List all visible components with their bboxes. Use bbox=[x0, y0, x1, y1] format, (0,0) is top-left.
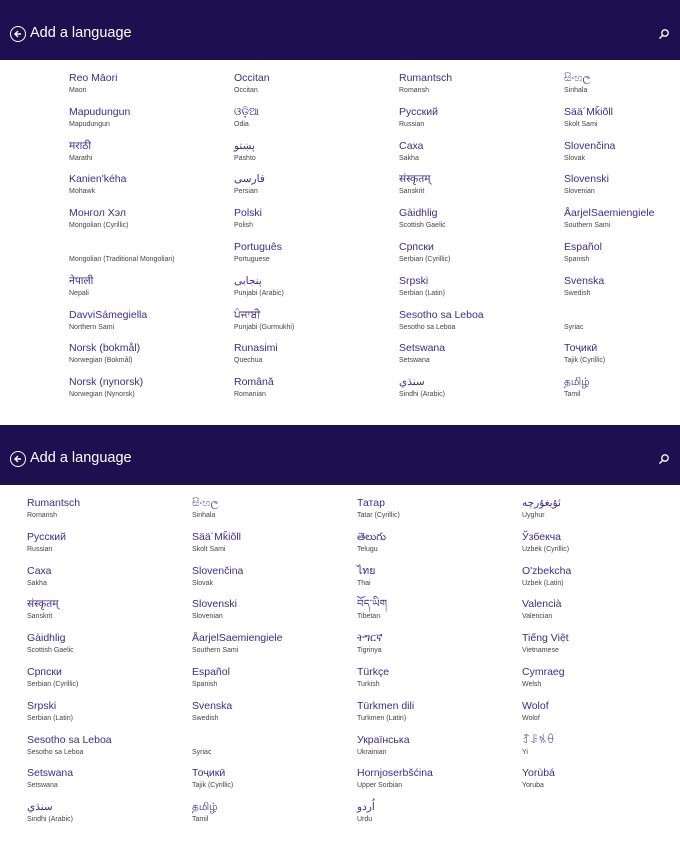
language-tile[interactable] bbox=[234, 308, 394, 340]
language-english-name: Tatar (Cyrillic) bbox=[357, 512, 400, 519]
language-native-name: Sää´Mǩiõll bbox=[564, 105, 614, 118]
language-english-name: Thai bbox=[357, 579, 371, 587]
language-native-name: سنڌي bbox=[399, 376, 425, 389]
language-native-name: Тоҷикӣ bbox=[192, 767, 226, 780]
language-tile[interactable] bbox=[234, 206, 394, 238]
language-tile[interactable] bbox=[399, 308, 559, 340]
language-native-name: Српски bbox=[399, 241, 434, 253]
language-tile[interactable] bbox=[27, 733, 187, 765]
language-english-name: Ukrainian bbox=[357, 748, 387, 756]
language-english-name: Mapudungun bbox=[69, 120, 110, 128]
language-native-name: Gàidhlig bbox=[399, 207, 438, 220]
language-tile[interactable] bbox=[234, 375, 394, 407]
language-native-name: Русский bbox=[27, 530, 66, 543]
language-english-name: Uzbek (Cyrillic) bbox=[522, 545, 570, 553]
language-english-name: Nepali bbox=[69, 289, 89, 297]
language-native-name: ไทย bbox=[357, 564, 376, 577]
language-tile[interactable] bbox=[27, 766, 187, 798]
language-english-name: Sakha bbox=[27, 579, 47, 587]
language-english-name: Skolt Sami bbox=[192, 545, 226, 553]
language-english-name: Yoruba bbox=[522, 782, 544, 790]
language-native-name: سنڌي bbox=[27, 801, 53, 814]
language-english-name: Scottish Gaelic bbox=[27, 647, 74, 655]
language-native-name: Español bbox=[564, 241, 602, 253]
language-english-name: Tajik (Cyrillic) bbox=[192, 782, 234, 790]
language-tile[interactable] bbox=[564, 105, 680, 137]
language-english-name: Upper Sorbian bbox=[357, 782, 403, 790]
language-tile[interactable] bbox=[69, 240, 229, 272]
language-tile[interactable] bbox=[192, 699, 352, 731]
language-native-name: فارسى bbox=[234, 173, 265, 186]
language-tile[interactable] bbox=[399, 71, 559, 103]
language-native-name: Саха bbox=[399, 139, 424, 152]
language-native-name: Română bbox=[234, 376, 274, 389]
language-tile[interactable] bbox=[27, 496, 187, 528]
language-english-name: Serbian (Cyrillic) bbox=[399, 256, 451, 263]
language-english-name: Polish bbox=[234, 222, 254, 230]
language-native-name: Монгол Хэл bbox=[69, 207, 127, 220]
language-tile[interactable] bbox=[564, 308, 680, 340]
language-english-name: Tamil bbox=[564, 391, 581, 399]
language-tile[interactable] bbox=[522, 766, 680, 798]
header-bar bbox=[0, 0, 680, 60]
language-english-name: Sanskrit bbox=[27, 613, 53, 621]
language-native-name: Srpski bbox=[27, 699, 57, 712]
language-native-name: Rumantsch bbox=[399, 72, 453, 84]
language-native-name: Slovenski bbox=[564, 173, 609, 186]
language-native-name: தமிழ் bbox=[564, 376, 590, 389]
language-english-name: Serbian (Latin) bbox=[399, 289, 445, 297]
language-tile[interactable] bbox=[564, 172, 680, 204]
language-native-name: ÅarjelSaemiengiele bbox=[192, 632, 283, 645]
language-tile[interactable] bbox=[522, 699, 680, 731]
language-native-name: ଓଡ଼ିଆ bbox=[234, 105, 260, 118]
language-tile[interactable] bbox=[69, 139, 229, 171]
language-tile[interactable] bbox=[69, 375, 229, 407]
language-english-name: Occitan bbox=[234, 87, 258, 94]
language-tile[interactable] bbox=[192, 766, 352, 798]
language-native-name: संस्कृतम् bbox=[27, 598, 59, 611]
search-icon[interactable] bbox=[658, 453, 670, 465]
language-english-name: Sakha bbox=[399, 154, 419, 162]
language-english-name: Northern Sami bbox=[69, 323, 115, 331]
language-native-name: Runasimi bbox=[234, 342, 278, 355]
language-tile[interactable] bbox=[399, 105, 559, 137]
language-native-name: Slovenčina bbox=[192, 564, 244, 577]
language-tile[interactable] bbox=[399, 341, 559, 373]
language-tile[interactable] bbox=[27, 800, 187, 832]
language-native-name: తెలుగు bbox=[357, 530, 387, 543]
language-english-name: Southern Sami bbox=[192, 647, 239, 655]
language-tile[interactable] bbox=[357, 597, 517, 629]
language-english-name: Slovak bbox=[192, 579, 214, 587]
language-tile[interactable] bbox=[399, 375, 559, 407]
language-english-name: Sinhala bbox=[192, 512, 216, 519]
language-english-name: Punjabi (Arabic) bbox=[234, 289, 284, 297]
language-native-name: Тоҷикӣ bbox=[564, 342, 598, 355]
language-native-name: ÅarjelSaemiengiele bbox=[564, 207, 655, 220]
language-tile[interactable] bbox=[69, 308, 229, 340]
language-english-name: Syriac bbox=[564, 323, 584, 331]
language-english-name: Spanish bbox=[564, 256, 590, 263]
language-tile[interactable] bbox=[357, 733, 517, 765]
language-native-name: ਪੰਜਾਬੀ bbox=[234, 308, 261, 321]
language-english-name: Vietnamese bbox=[522, 647, 559, 655]
language-native-name: Sesotho sa Leboa bbox=[27, 733, 112, 746]
header-bar bbox=[0, 425, 680, 485]
language-tile[interactable] bbox=[399, 274, 559, 306]
language-native-name: Cymraeg bbox=[522, 666, 565, 678]
language-tile[interactable] bbox=[234, 105, 394, 137]
language-english-name: Syriac bbox=[192, 748, 212, 756]
language-tile[interactable] bbox=[564, 139, 680, 171]
back-arrow-circle-icon[interactable] bbox=[10, 451, 26, 467]
language-tile[interactable] bbox=[192, 564, 352, 596]
language-tile[interactable] bbox=[192, 597, 352, 629]
language-native-name bbox=[564, 308, 680, 322]
language-tile[interactable] bbox=[27, 631, 187, 663]
language-tile[interactable] bbox=[192, 530, 352, 562]
language-native-name: Português bbox=[234, 241, 282, 253]
language-english-name: Quechua bbox=[234, 357, 263, 365]
language-native-name: Gàidhlig bbox=[27, 632, 66, 645]
language-tile[interactable] bbox=[69, 274, 229, 306]
language-tile[interactable] bbox=[69, 71, 229, 103]
page-title: Add a language bbox=[30, 450, 132, 466]
language-tile[interactable] bbox=[564, 274, 680, 306]
language-tile[interactable] bbox=[234, 240, 394, 272]
language-english-name: Swedish bbox=[192, 714, 219, 722]
language-english-name: Romanian bbox=[234, 391, 266, 399]
language-native-name: پنجابی bbox=[234, 274, 262, 287]
language-native-name: Wolof bbox=[522, 699, 549, 712]
language-english-name: Urdu bbox=[357, 816, 373, 824]
language-english-name: Setswana bbox=[399, 357, 430, 365]
language-native-name: Español bbox=[192, 666, 230, 678]
page-title: Add a language bbox=[30, 25, 132, 41]
language-tile[interactable] bbox=[357, 631, 517, 663]
language-tile[interactable] bbox=[27, 665, 187, 697]
language-native-name: Svenska bbox=[564, 274, 605, 287]
language-native-name: Yorùbá bbox=[522, 767, 555, 780]
language-tile[interactable] bbox=[192, 631, 352, 663]
language-native-name: Tiếng Việt bbox=[522, 632, 569, 645]
language-english-name: Pashto bbox=[234, 154, 256, 162]
language-native-name: ትግርኛ bbox=[357, 632, 383, 645]
language-tile[interactable] bbox=[564, 71, 680, 103]
language-tile[interactable] bbox=[234, 139, 394, 171]
language-english-name: Slovenian bbox=[192, 613, 223, 621]
language-english-name: Tajik (Cyrillic) bbox=[564, 357, 606, 365]
language-english-name: Telugu bbox=[357, 545, 378, 553]
language-tile[interactable] bbox=[357, 766, 517, 798]
language-tile[interactable] bbox=[399, 139, 559, 171]
language-english-name: Sesotho sa Leboa bbox=[27, 748, 84, 756]
language-tile[interactable] bbox=[192, 496, 352, 528]
language-english-name: Norwegian (Nynorsk) bbox=[69, 391, 135, 399]
language-native-name: Reo Māori bbox=[69, 72, 118, 84]
language-native-name: Norsk (nynorsk) bbox=[69, 376, 144, 389]
language-english-name: Tamil bbox=[192, 816, 209, 824]
language-english-name: Odia bbox=[234, 120, 249, 128]
language-native-name: Valencià bbox=[522, 598, 562, 611]
language-native-name: Sesotho sa Leboa bbox=[399, 308, 484, 321]
language-native-name: Setswana bbox=[27, 767, 74, 780]
language-native-name: پښتو bbox=[234, 139, 255, 152]
language-native-name: Українська bbox=[357, 733, 410, 746]
language-grid bbox=[0, 485, 680, 850]
language-english-name: Turkmen (Latin) bbox=[357, 714, 407, 722]
language-english-name: Sesotho sa Leboa bbox=[399, 323, 456, 331]
language-grid bbox=[0, 60, 680, 425]
language-english-name: Persian bbox=[234, 188, 258, 196]
language-native-name: Српски bbox=[27, 666, 62, 678]
language-native-name: සිංහල bbox=[192, 497, 219, 509]
language-native-name: Slovenski bbox=[192, 598, 237, 611]
language-english-name: Sanskrit bbox=[399, 188, 425, 196]
language-english-name: Spanish bbox=[192, 681, 218, 688]
language-tile[interactable] bbox=[564, 375, 680, 407]
language-native-name bbox=[192, 733, 352, 747]
language-english-name: Russian bbox=[27, 545, 53, 553]
language-tile[interactable] bbox=[27, 597, 187, 629]
language-native-name: བོད་ཡིག bbox=[357, 598, 388, 611]
language-english-name: Sindhi (Arabic) bbox=[27, 816, 73, 824]
language-tile[interactable] bbox=[522, 496, 680, 528]
language-native-name: Srpski bbox=[399, 274, 429, 287]
language-tile[interactable] bbox=[234, 274, 394, 306]
language-tile[interactable] bbox=[357, 800, 517, 832]
language-tile[interactable] bbox=[234, 341, 394, 373]
language-native-name: Svenska bbox=[192, 699, 233, 712]
language-native-name: संस्कृतम् bbox=[399, 173, 431, 186]
language-native-name: Slovenčina bbox=[564, 139, 616, 152]
language-english-name: Norwegian (Bokmål) bbox=[69, 357, 133, 365]
language-tile[interactable] bbox=[27, 564, 187, 596]
language-tile[interactable] bbox=[522, 564, 680, 596]
language-english-name: Portuguese bbox=[234, 256, 270, 263]
language-english-name: Serbian (Latin) bbox=[27, 714, 73, 722]
language-english-name: Slovak bbox=[564, 154, 586, 162]
language-tile[interactable] bbox=[234, 71, 394, 103]
language-native-name: DavviSámegiella bbox=[69, 308, 148, 321]
language-english-name: Scottish Gaelic bbox=[399, 222, 446, 230]
language-tile[interactable] bbox=[69, 341, 229, 373]
language-english-name: Valencian bbox=[522, 613, 553, 621]
language-english-name: Uyghur bbox=[522, 512, 545, 519]
language-english-name: Wolof bbox=[522, 714, 540, 722]
language-native-name: Polski bbox=[234, 207, 263, 220]
language-tile[interactable] bbox=[564, 206, 680, 238]
language-english-name: Swedish bbox=[564, 289, 591, 297]
language-native-name: Русский bbox=[399, 105, 438, 118]
language-english-name: Serbian (Cyrillic) bbox=[27, 681, 79, 688]
language-english-name: Setswana bbox=[27, 782, 58, 790]
language-native-name: नेपाली bbox=[69, 274, 94, 287]
language-tile[interactable] bbox=[522, 597, 680, 629]
language-tile[interactable] bbox=[27, 699, 187, 731]
language-native-name: ئۇيغۇرچە bbox=[522, 497, 561, 509]
language-tile[interactable] bbox=[69, 172, 229, 204]
language-native-name: Occitan bbox=[234, 72, 270, 84]
language-native-name: தமிழ் bbox=[192, 801, 218, 814]
language-native-name: සිංහල bbox=[564, 72, 591, 84]
language-tile[interactable] bbox=[399, 240, 559, 272]
language-tile[interactable] bbox=[192, 733, 352, 765]
language-native-name: Setswana bbox=[399, 342, 446, 355]
language-tile[interactable] bbox=[69, 206, 229, 238]
language-english-name: Romansh bbox=[27, 512, 57, 519]
search-icon[interactable] bbox=[658, 28, 670, 40]
language-english-name: Slovenian bbox=[564, 188, 595, 196]
language-tile[interactable] bbox=[522, 631, 680, 663]
language-tile[interactable] bbox=[522, 665, 680, 697]
language-tile[interactable] bbox=[399, 172, 559, 204]
language-tile[interactable] bbox=[399, 206, 559, 238]
language-tile[interactable] bbox=[234, 172, 394, 204]
language-tile[interactable] bbox=[357, 665, 517, 697]
language-english-name: Skolt Sami bbox=[564, 120, 598, 128]
language-tile[interactable] bbox=[27, 530, 187, 562]
language-english-name: Romansh bbox=[399, 87, 429, 94]
language-english-name: Marathi bbox=[69, 154, 93, 162]
language-native-name: Hornjoserbšćina bbox=[357, 767, 433, 780]
language-native-name: ꆈꌠꁱꂷ bbox=[522, 733, 555, 746]
language-native-name: اُردو bbox=[357, 801, 375, 814]
language-english-name: Tibetan bbox=[357, 613, 381, 621]
language-english-name: Yi bbox=[522, 748, 528, 756]
language-tile[interactable] bbox=[522, 733, 680, 765]
language-tile[interactable] bbox=[192, 665, 352, 697]
language-english-name: Russian bbox=[399, 120, 425, 128]
language-english-name: Sindhi (Arabic) bbox=[399, 391, 445, 399]
language-native-name: O'zbekcha bbox=[522, 564, 572, 577]
language-native-name: Ўзбекча bbox=[522, 530, 562, 543]
language-english-name: Mongolian (Traditional Mongolian) bbox=[69, 256, 175, 263]
language-tile[interactable] bbox=[564, 240, 680, 272]
language-english-name: Mohawk bbox=[69, 188, 96, 196]
language-native-name bbox=[69, 240, 229, 254]
language-native-name: Саха bbox=[27, 564, 52, 577]
language-english-name: Turkish bbox=[357, 681, 380, 688]
language-native-name: Kanien'kéha bbox=[69, 173, 127, 186]
language-native-name: Татар bbox=[357, 497, 385, 509]
language-english-name: Punjabi (Gurmukhi) bbox=[234, 323, 295, 331]
language-english-name: Tigrinya bbox=[357, 647, 382, 655]
language-tile[interactable] bbox=[357, 564, 517, 596]
language-native-name: Rumantsch bbox=[27, 497, 81, 509]
language-tile[interactable] bbox=[564, 341, 680, 373]
language-english-name: Maori bbox=[69, 87, 87, 94]
language-tile[interactable] bbox=[522, 530, 680, 562]
language-english-name: Sinhala bbox=[564, 87, 588, 94]
language-native-name: Sää´Mǩiõll bbox=[192, 530, 242, 543]
language-tile[interactable] bbox=[192, 800, 352, 832]
language-native-name: Mapudungun bbox=[69, 105, 131, 118]
language-native-name: Türkmen dili bbox=[357, 699, 415, 712]
language-native-name: Norsk (bokmål) bbox=[69, 342, 141, 355]
back-arrow-circle-icon[interactable] bbox=[10, 26, 26, 42]
language-english-name: Mongolian (Cyrillic) bbox=[69, 222, 129, 230]
language-english-name: Uzbek (Latin) bbox=[522, 579, 564, 587]
language-english-name: Southern Sami bbox=[564, 222, 611, 230]
language-native-name: Türkçe bbox=[357, 666, 390, 678]
language-tile[interactable] bbox=[357, 496, 517, 528]
language-tile[interactable] bbox=[357, 699, 517, 731]
language-tile[interactable] bbox=[357, 530, 517, 562]
language-native-name: मराठी bbox=[69, 139, 92, 152]
language-tile[interactable] bbox=[69, 105, 229, 137]
language-english-name: Welsh bbox=[522, 681, 542, 688]
